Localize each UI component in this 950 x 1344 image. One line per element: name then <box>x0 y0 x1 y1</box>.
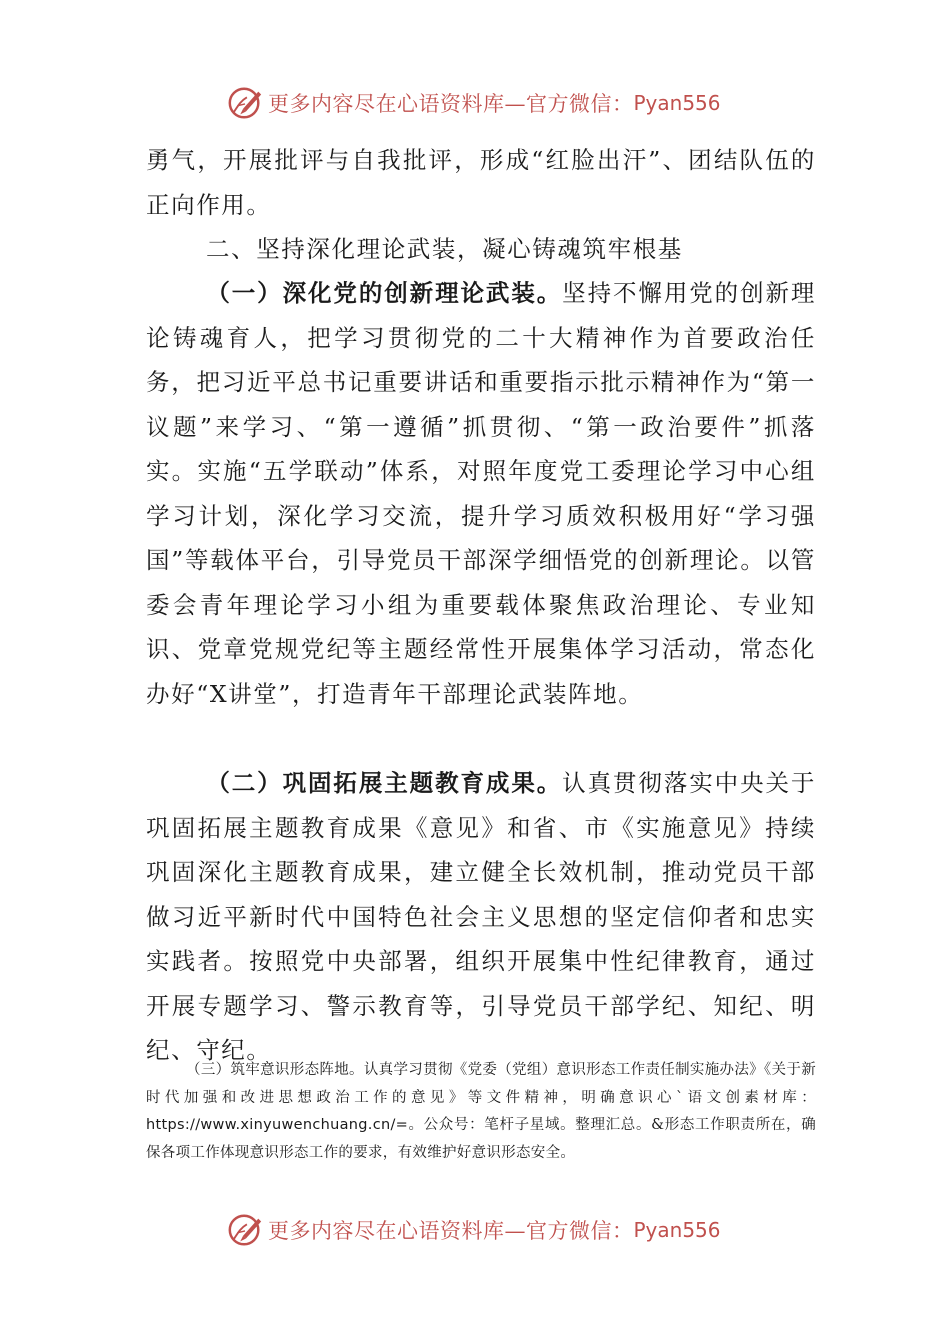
item-three-part1: （三）筑牢意识形态阵地。认真学习贯彻《党委（党组）意识形态工作责任制实施办法》《关于新时代加强和改进思想政治工作的意见》等文件精神，明确意识心`语文创素材库： <box>146 1062 816 1106</box>
banner-text: 更多内容尽在心语资料库—官方微信： <box>268 1219 634 1243</box>
item-two-heading: （二）巩固拓展主题教育成果。 <box>206 769 563 797</box>
item-one-heading: （一）深化党的创新理论武装。 <box>206 279 563 307</box>
item-three-paragraph <box>146 1057 816 1167</box>
item-two-body: 认真贯彻落实中央关于巩固拓展主题教育成果《意见》和省、市《实施意见》持续巩固深化主题教育成果，建立健全长效机制，推动党员干部做习近平新时代中国特色社会主义思想的坚定信仰者和忠实实践者。按照党中央部署，组织开展集中性纪律教育，通过开展专题学习、警示教育等，引导党员干部学纪、知纪、明纪、守纪。 <box>146 769 817 1064</box>
section-heading-text: 二、坚持深化理论武装，凝心铸魂筑牢根基 <box>206 235 683 263</box>
continuation-paragraph: 勇气，开展批评与自我批评，形成“红脸出汗”、团结队伍的正向作用。 <box>146 146 816 219</box>
item-three-url: https://www.xinyuwenchuang.cn/= <box>146 1117 409 1133</box>
header-banner <box>226 81 721 125</box>
banner-wechat-id: Pyan556 <box>633 91 721 115</box>
pen-logo-icon <box>226 84 264 122</box>
item-two-paragraph <box>146 761 816 1073</box>
pen-logo-icon <box>226 1211 264 1249</box>
item-one-paragraph <box>146 271 816 716</box>
banner-text: 更多内容尽在心语资料库—官方微信： <box>268 92 634 116</box>
item-one-body: 坚持不懈用党的创新理论铸魂育人，把学习贯彻党的二十大精神作为首要政治任务，把习近平总书记重要讲话和重要指示批示精神作为“第一议题”来学习、“第一遵循”抓贯彻、“第一政治要件”抓落实。实施“五学联动”体系，对照年度党工委理论学习中心组学习计划，深化学习交流，提升学习质效积极用好“学习强国”等载体平台，引导党员干部深学细悟党的创新理论。以管委会青年理论学习小组为重要载体聚焦政治理论、专业知识、党章党规党纪等主题经常性开展集体学习活动，常态化办好“X讲堂”，打造青年干部理论武装阵地。 <box>146 279 817 708</box>
item-three-part2: 。公众号：笔杆子星域。整理汇总。&形态工作职责所在，确保各项工作体现意识形态工作的要求，有效维护好意识形态安全。 <box>146 1117 816 1161</box>
banner-wechat-id: Pyan556 <box>633 1218 721 1242</box>
section-heading <box>146 227 816 272</box>
footer-banner <box>226 1208 721 1252</box>
